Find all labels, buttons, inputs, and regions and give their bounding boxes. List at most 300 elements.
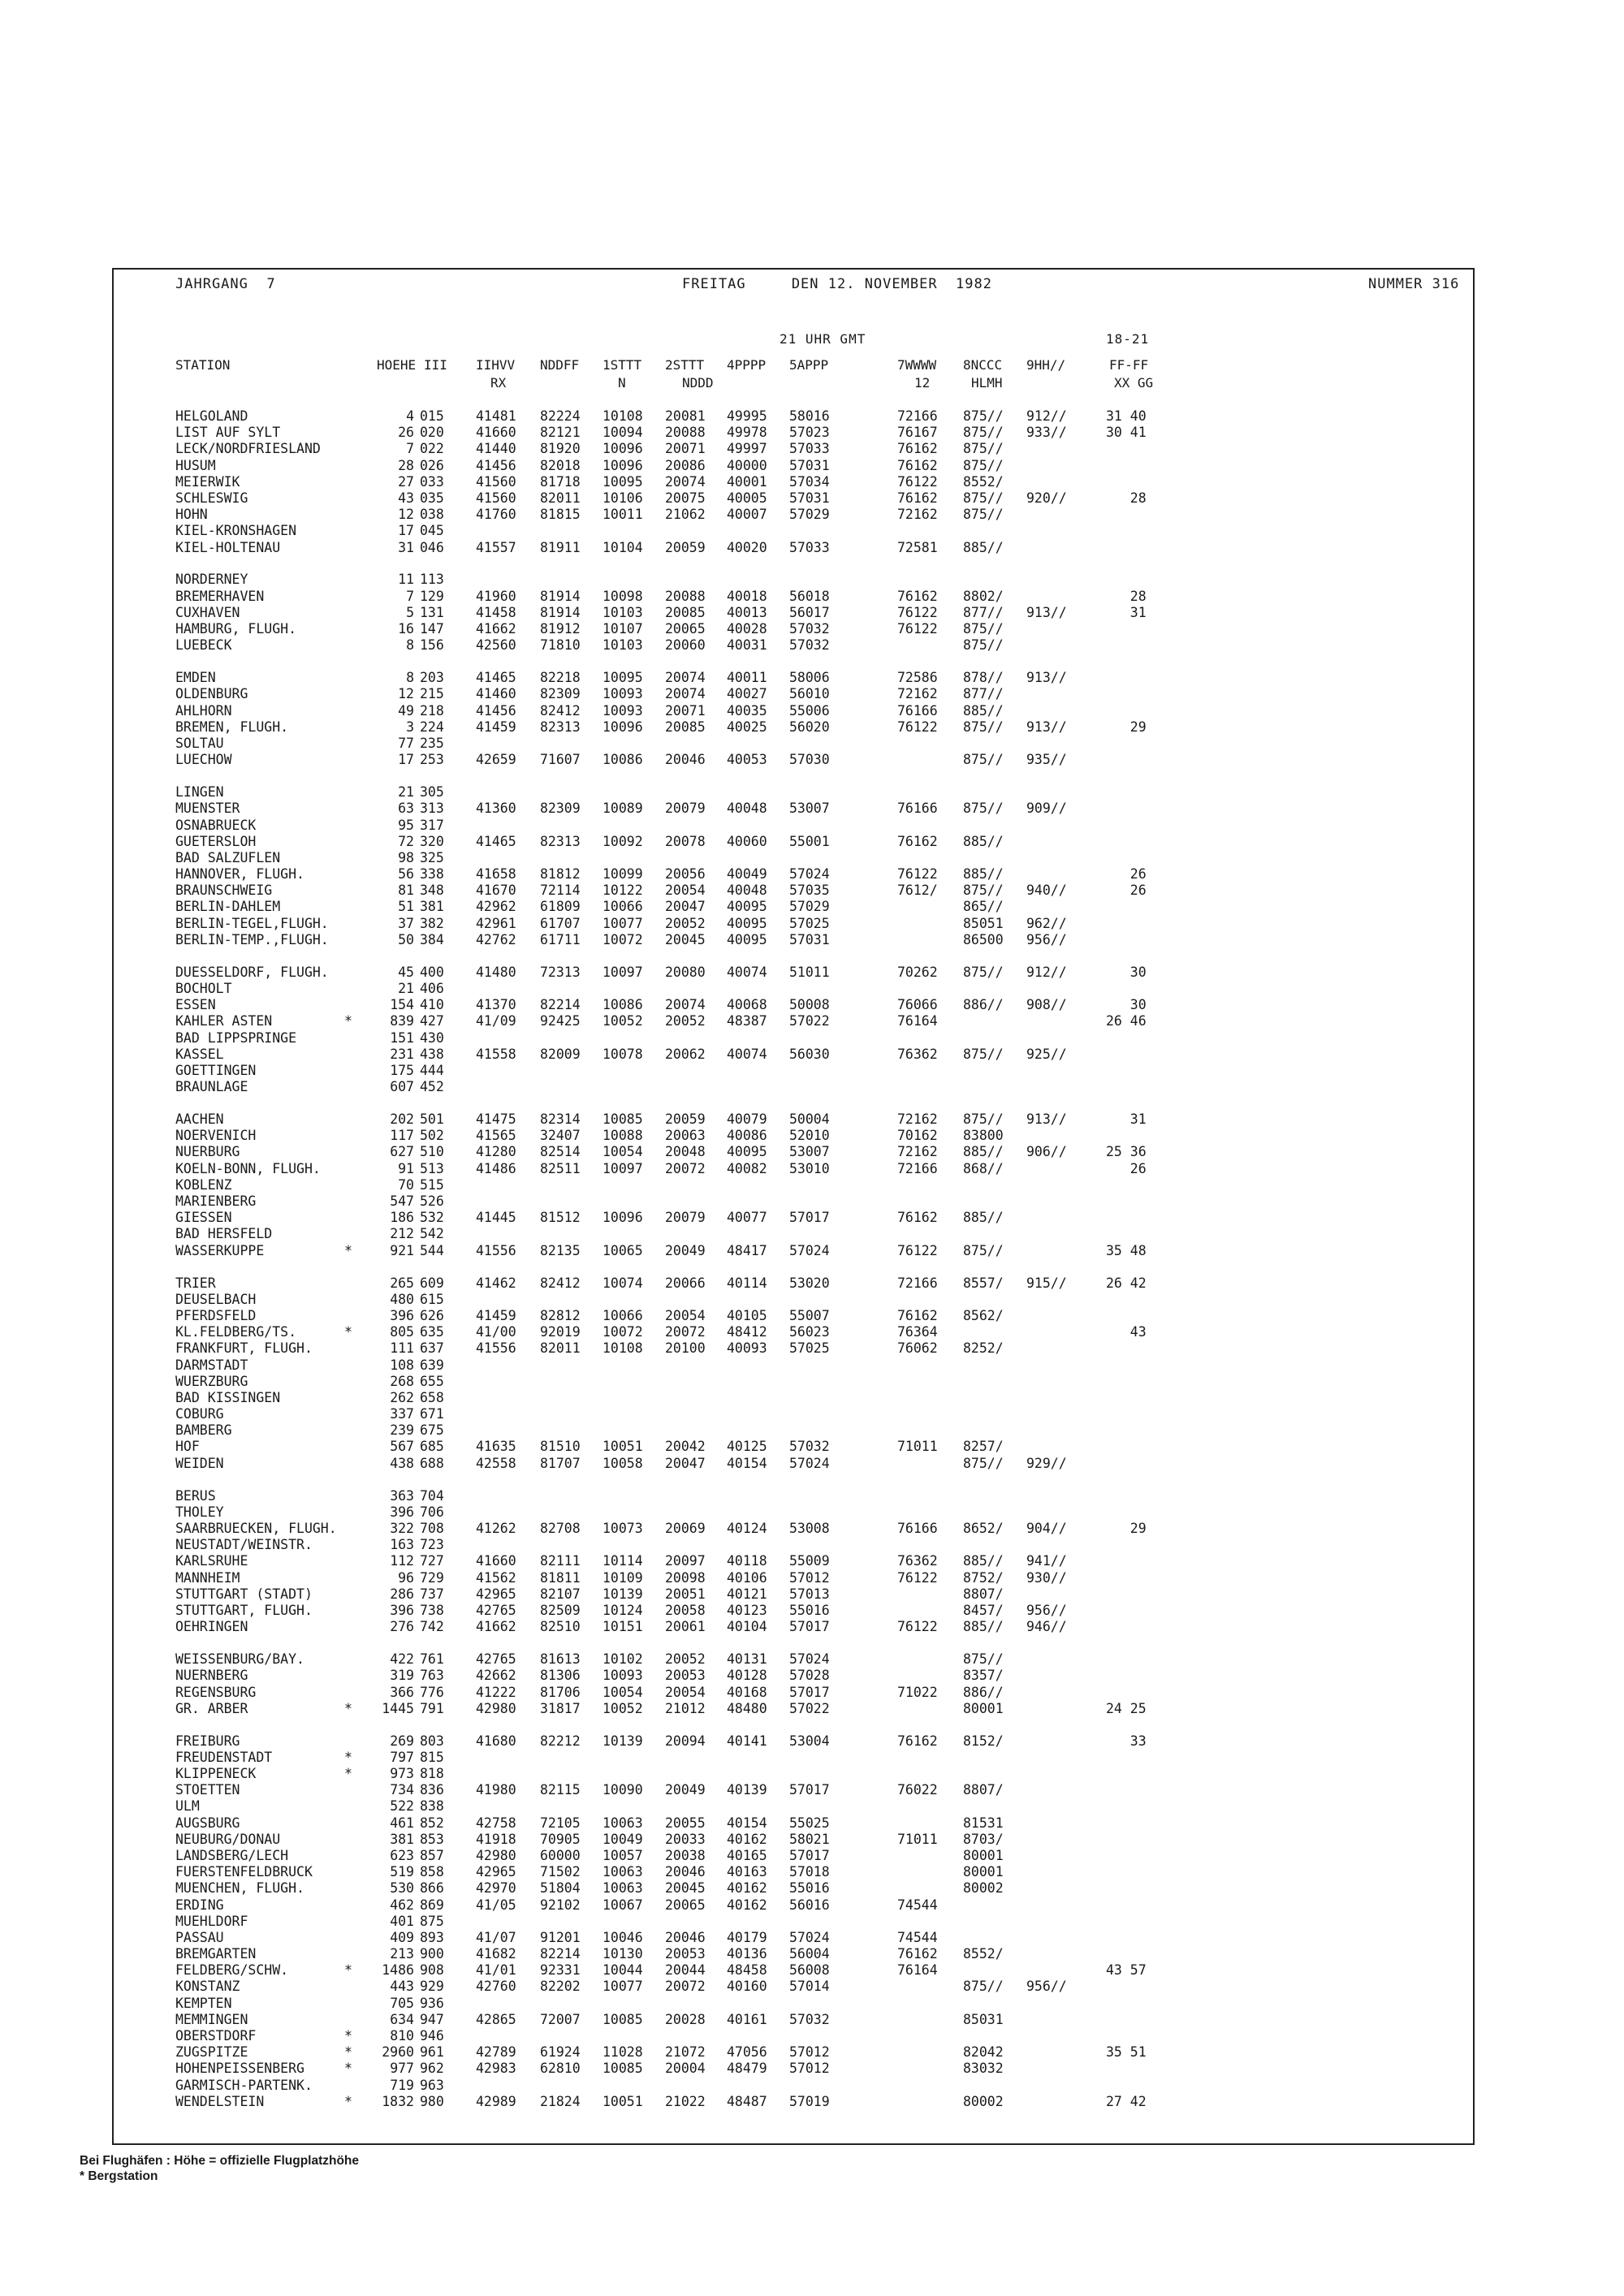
group-5appp: 57035 [789, 883, 830, 899]
iihvv-group: 41360 [476, 801, 516, 817]
iihvv-group: 41662 [476, 1619, 516, 1635]
table-row [175, 1897, 1442, 1914]
table-row [175, 572, 1442, 588]
iihvv-group: 41459 [476, 1307, 516, 1323]
nddff-group: 82011 [540, 1340, 581, 1357]
group-9hh: 956// [1026, 1979, 1067, 1995]
nddff-group: 81510 [540, 1439, 581, 1455]
wind-gusts: 28 [1106, 588, 1147, 604]
group-5appp: 57029 [789, 899, 830, 915]
iihvv-group: 41662 [476, 621, 516, 637]
group-2sttt: 21072 [665, 2044, 706, 2061]
nddff-group: 92102 [540, 1897, 581, 1913]
station-number: 818 [420, 1766, 444, 1782]
table-row [175, 1996, 1442, 2012]
col-2sttt: 2STTT [665, 357, 705, 373]
group-9hh: 913// [1026, 670, 1067, 686]
station-name: KL.FELDBERG/TS. [175, 1324, 297, 1340]
group-5appp: 56030 [789, 1046, 830, 1062]
station-name: FREIBURG [175, 1733, 240, 1749]
group-8nccc: 8257/ [963, 1439, 1004, 1455]
height: 839 [390, 1013, 414, 1029]
station-name: DUESSELDORF, FLUGH. [175, 964, 329, 980]
height: 26 [398, 425, 414, 441]
group-9hh: 946// [1026, 1619, 1067, 1635]
group-1sttt: 10078 [603, 1046, 643, 1062]
group-1sttt: 10103 [603, 604, 643, 620]
group-7wwww: 7612/ [897, 883, 938, 899]
station-group [175, 408, 1442, 556]
station-name: CUXHAVEN [175, 604, 240, 620]
nddff-group: 82121 [540, 425, 581, 441]
height: 286 [390, 1586, 414, 1602]
height: 186 [390, 1210, 414, 1226]
height: 56 [398, 866, 414, 883]
wind-gusts: 26 46 [1106, 1013, 1147, 1029]
table-row [175, 441, 1442, 457]
group-5appp: 57029 [789, 507, 830, 523]
station-number: 671 [420, 1406, 444, 1422]
group-8nccc: 8457/ [963, 1602, 1004, 1618]
station-name: BAD LIPPSPRINGE [175, 1029, 297, 1046]
group-9hh: 940// [1026, 883, 1067, 899]
group-2sttt: 20069 [665, 1521, 706, 1537]
station-name: ULM [175, 1798, 200, 1815]
table-row [175, 1374, 1442, 1390]
station-name: BREMEN, FLUGH. [175, 719, 289, 735]
height: 212 [390, 1226, 414, 1242]
group-1sttt: 10108 [603, 408, 643, 424]
group-4pppp: 40068 [727, 997, 767, 1013]
table-row [175, 589, 1442, 605]
group-2sttt: 20047 [665, 899, 706, 915]
nddff-group: 82111 [540, 1553, 581, 1569]
height: 319 [390, 1668, 414, 1684]
group-4pppp: 40095 [727, 1144, 767, 1160]
group-8nccc: 865// [963, 899, 1004, 915]
height: 719 [390, 2077, 414, 2093]
nddff-group: 81718 [540, 473, 581, 490]
group-5appp: 57024 [789, 1651, 830, 1668]
table-row [175, 425, 1442, 441]
mountain-marker: * [344, 2061, 352, 2077]
station-name: BOCHOLT [175, 981, 232, 996]
group-1sttt: 10109 [603, 1569, 643, 1586]
wind-gusts: 28 [1106, 490, 1147, 506]
station-number: 980 [420, 2093, 444, 2109]
station-number: 113 [420, 572, 444, 588]
group-2sttt: 20078 [665, 833, 706, 849]
group-4pppp: 40160 [727, 1979, 767, 1995]
nddff-group: 92019 [540, 1324, 581, 1340]
nddff-group: 61707 [540, 915, 581, 931]
group-5appp: 53010 [789, 1160, 830, 1176]
height: 81 [398, 883, 414, 899]
height: 530 [390, 1880, 414, 1897]
group-1sttt: 10098 [603, 588, 643, 604]
height: 70 [398, 1176, 414, 1193]
station-number: 020 [420, 425, 444, 441]
height: 1832 [382, 2093, 414, 2109]
station-name: PFERDSFELD [175, 1307, 257, 1323]
station-number: 929 [420, 1979, 444, 1995]
group-1sttt: 10011 [603, 507, 643, 523]
height: 396 [390, 1602, 414, 1618]
group-7wwww: 76162 [897, 1946, 938, 1962]
group-4pppp: 40179 [727, 1929, 767, 1945]
group-4pppp: 40162 [727, 1897, 767, 1913]
table-row [175, 1144, 1442, 1160]
iihvv-group: 41560 [476, 473, 516, 490]
nddff-group: 70905 [540, 1831, 581, 1847]
table-row [175, 932, 1442, 948]
group-1sttt: 10058 [603, 1455, 643, 1471]
nddff-group: 92425 [540, 1013, 581, 1029]
height: 567 [390, 1439, 414, 1455]
group-1sttt: 10074 [603, 1275, 643, 1291]
height: 111 [390, 1340, 414, 1357]
station-name: EMDEN [175, 670, 216, 686]
group-4pppp: 40121 [727, 1586, 767, 1602]
group-2sttt: 20045 [665, 1880, 706, 1897]
wind-gusts: 31 40 [1106, 408, 1147, 424]
group-8nccc: 875// [963, 1111, 1004, 1128]
group-4pppp: 40031 [727, 637, 767, 654]
station-number: 325 [420, 849, 444, 865]
group-1sttt: 10096 [603, 1210, 643, 1226]
mountain-marker: * [344, 1700, 352, 1716]
station-number: 430 [420, 1029, 444, 1046]
height: 231 [390, 1046, 414, 1062]
group-8nccc: 8562/ [963, 1307, 1004, 1323]
group-4pppp: 40123 [727, 1602, 767, 1618]
table-row [175, 1177, 1442, 1193]
station-name: KONSTANZ [175, 1979, 240, 1995]
station-number: 609 [420, 1275, 444, 1291]
group-4pppp: 40136 [727, 1946, 767, 1962]
group-9hh: 956// [1026, 1602, 1067, 1618]
group-4pppp: 40125 [727, 1439, 767, 1455]
station-number: 639 [420, 1357, 444, 1373]
nddff-group: 71810 [540, 637, 581, 654]
station-number: 658 [420, 1389, 444, 1405]
group-7wwww: 76166 [897, 1521, 938, 1537]
station-number: 022 [420, 441, 444, 457]
group-4pppp: 40000 [727, 457, 767, 473]
wind-gusts: 30 [1106, 964, 1147, 980]
iihvv-group: 41465 [476, 833, 516, 849]
group-7wwww: 76122 [897, 1619, 938, 1635]
station-number: 305 [420, 784, 444, 801]
table-row [175, 1210, 1442, 1226]
station-name: NORDERNEY [175, 572, 248, 588]
station-number: 961 [420, 2044, 444, 2061]
station-name: KIEL-KRONSHAGEN [175, 523, 297, 539]
group-4pppp: 48479 [727, 2061, 767, 2077]
group-9hh: 912// [1026, 408, 1067, 424]
group-7wwww: 76362 [897, 1553, 938, 1569]
group-2sttt: 20004 [665, 2061, 706, 2077]
mountain-marker: * [344, 2093, 352, 2109]
group-5appp: 57024 [789, 866, 830, 883]
group-8nccc: 8557/ [963, 1275, 1004, 1291]
iihvv-group: 41458 [476, 604, 516, 620]
group-7wwww: 76162 [897, 588, 938, 604]
group-4pppp: 40165 [727, 1847, 767, 1863]
column-headers [175, 357, 1442, 393]
station-group [175, 965, 1442, 1096]
iihvv-group: 41481 [476, 408, 516, 424]
group-4pppp: 40141 [727, 1733, 767, 1749]
group-7wwww: 76162 [897, 490, 938, 506]
group-8nccc: 885// [963, 1619, 1004, 1635]
nddff-group: 81306 [540, 1668, 581, 1684]
iihvv-group: 41760 [476, 507, 516, 523]
height: 422 [390, 1651, 414, 1668]
station-number: 348 [420, 883, 444, 899]
group-1sttt: 10051 [603, 2093, 643, 2109]
station-name: BRAUNLAGE [175, 1079, 248, 1095]
nddff-group: 72114 [540, 883, 581, 899]
group-4pppp: 40104 [727, 1619, 767, 1635]
station-name: DEUSELBACH [175, 1291, 257, 1307]
group-8nccc: 885// [963, 539, 1004, 555]
station-number: 253 [420, 752, 444, 768]
mountain-marker: * [344, 2028, 352, 2044]
wind-gusts: 26 [1106, 883, 1147, 899]
nddff-group: 21824 [540, 2093, 581, 2109]
station-number: 033 [420, 473, 444, 490]
height: 151 [390, 1029, 414, 1046]
group-2sttt: 20055 [665, 1815, 706, 1831]
height: 797 [390, 1749, 414, 1765]
station-name: GARMISCH-PARTENK. [175, 2077, 313, 2093]
station-group [175, 670, 1442, 768]
group-1sttt: 10108 [603, 1340, 643, 1357]
group-4pppp: 40007 [727, 507, 767, 523]
group-7wwww: 76167 [897, 425, 938, 441]
group-9hh: 935// [1026, 752, 1067, 768]
group-1sttt: 10092 [603, 833, 643, 849]
volume-label: JAHRGANG 7 [175, 276, 276, 292]
group-2sttt: 20053 [665, 1668, 706, 1684]
station-name: HOHN [175, 507, 208, 523]
station-number: 738 [420, 1602, 444, 1618]
group-9hh: 920// [1026, 490, 1067, 506]
group-2sttt: 20074 [665, 670, 706, 686]
table-row [175, 1766, 1442, 1782]
group-1sttt: 10066 [603, 1307, 643, 1323]
group-4pppp: 40074 [727, 964, 767, 980]
wind-gusts: 43 57 [1106, 1962, 1147, 1979]
iihvv-group: 41562 [476, 1569, 516, 1586]
station-group [175, 784, 1442, 948]
station-name: BERUS [175, 1487, 216, 1504]
station-number: 727 [420, 1553, 444, 1569]
group-4pppp: 40114 [727, 1275, 767, 1291]
iihvv-group: 41456 [476, 702, 516, 719]
height: 63 [398, 801, 414, 817]
group-4pppp: 40020 [727, 539, 767, 555]
iihvv-group: 41557 [476, 539, 516, 555]
table-row [175, 2028, 1442, 2044]
nddff-group: 82018 [540, 457, 581, 473]
group-7wwww: 76062 [897, 1340, 938, 1357]
nddff-group: 82314 [540, 1111, 581, 1128]
group-7wwww: 76162 [897, 457, 938, 473]
group-1sttt: 10085 [603, 1111, 643, 1128]
group-2sttt: 20079 [665, 801, 706, 817]
group-1sttt: 10077 [603, 915, 643, 931]
nddff-group: 81920 [540, 441, 581, 457]
group-4pppp: 40048 [727, 801, 767, 817]
group-1sttt: 10096 [603, 719, 643, 735]
height: 163 [390, 1537, 414, 1553]
iihvv-group: 42762 [476, 931, 516, 947]
group-2sttt: 20033 [665, 1831, 706, 1847]
station-name: OLDENBURG [175, 686, 248, 702]
group-5appp: 57017 [789, 1684, 830, 1700]
group-7wwww: 74544 [897, 1929, 938, 1945]
station-name: FELDBERG/SCHW. [175, 1962, 289, 1979]
iihvv-group: 41462 [476, 1275, 516, 1291]
group-7wwww: 71011 [897, 1439, 938, 1455]
station-number: 685 [420, 1439, 444, 1455]
col-iihvv: IIHVV [476, 357, 516, 373]
group-2sttt: 20046 [665, 1929, 706, 1945]
group-5appp: 57031 [789, 457, 830, 473]
group-2sttt: 20097 [665, 1553, 706, 1569]
station-number: 224 [420, 719, 444, 735]
wind-gusts: 24 25 [1106, 1700, 1147, 1716]
group-5appp: 57017 [789, 1847, 830, 1863]
group-8nccc: 885// [963, 702, 1004, 719]
group-2sttt: 20045 [665, 931, 706, 947]
station-number: 852 [420, 1815, 444, 1831]
group-1sttt: 10066 [603, 899, 643, 915]
wind-gusts: 27 42 [1106, 2093, 1147, 2109]
station-name: AACHEN [175, 1111, 224, 1128]
group-7wwww: 70162 [897, 1128, 938, 1144]
height: 262 [390, 1389, 414, 1405]
station-number: 875 [420, 1913, 444, 1929]
group-1sttt: 10097 [603, 964, 643, 980]
station-name: FREUDENSTADT [175, 1749, 273, 1765]
group-2sttt: 20094 [665, 1733, 706, 1749]
group-5appp: 57031 [789, 931, 830, 947]
group-8nccc: 877// [963, 686, 1004, 702]
station-number: 338 [420, 866, 444, 883]
group-7wwww: 76162 [897, 1210, 938, 1226]
nddff-group: 51804 [540, 1880, 581, 1897]
station-number: 542 [420, 1226, 444, 1242]
nddff-group: 81815 [540, 507, 581, 523]
table-row [175, 1030, 1442, 1047]
table-row [175, 408, 1442, 425]
group-7wwww: 76162 [897, 1307, 938, 1323]
iihvv-group: 41456 [476, 457, 516, 473]
nddff-group: 61809 [540, 899, 581, 915]
station-number: 313 [420, 801, 444, 817]
station-name: SAARBRUECKEN, FLUGH. [175, 1521, 337, 1537]
group-5appp: 57022 [789, 1013, 830, 1029]
iihvv-group: 42980 [476, 1847, 516, 1863]
table-row [175, 1537, 1442, 1553]
group-1sttt: 10077 [603, 1979, 643, 1995]
group-2sttt: 20054 [665, 1307, 706, 1323]
group-8nccc: 80001 [963, 1864, 1004, 1880]
group-5appp: 57023 [789, 425, 830, 441]
height: 409 [390, 1929, 414, 1945]
iihvv-group: 41558 [476, 1046, 516, 1062]
col-1sttt: 1STTT [603, 357, 642, 373]
station-number: 129 [420, 588, 444, 604]
table-row [175, 1439, 1442, 1455]
table-row [175, 883, 1442, 899]
table-row [175, 1226, 1442, 1242]
station-name: HUSUM [175, 457, 216, 473]
footnote-mountain-station: * Bergstation [80, 2169, 158, 2183]
height: 51 [398, 899, 414, 915]
height: 21 [398, 784, 414, 801]
height: 607 [390, 1079, 414, 1095]
group-8nccc: 885// [963, 1210, 1004, 1226]
group-5appp: 57017 [789, 1782, 830, 1798]
height: 37 [398, 915, 414, 931]
group-1sttt: 10093 [603, 686, 643, 702]
table-row [175, 1930, 1442, 1946]
group-2sttt: 20046 [665, 752, 706, 768]
group-2sttt: 20072 [665, 1979, 706, 1995]
group-2sttt: 20065 [665, 1897, 706, 1913]
group-8nccc: 885// [963, 1144, 1004, 1160]
table-row [175, 1422, 1442, 1439]
table-row [175, 540, 1442, 556]
group-1sttt: 10089 [603, 801, 643, 817]
station-group [175, 572, 1442, 654]
group-1sttt: 10052 [603, 1013, 643, 1029]
nddff-group: 81811 [540, 1569, 581, 1586]
station-name: TRIER [175, 1275, 216, 1291]
table-row [175, 1013, 1442, 1029]
iihvv-group: 41635 [476, 1439, 516, 1455]
group-8nccc: 875// [963, 1046, 1004, 1062]
station-name: ERDING [175, 1897, 224, 1913]
group-8nccc: 82042 [963, 2044, 1004, 2061]
group-4pppp: 48480 [727, 1700, 767, 1716]
group-1sttt: 10057 [603, 1847, 643, 1863]
station-number: 635 [420, 1324, 444, 1340]
group-8nccc: 81531 [963, 1815, 1004, 1831]
group-1sttt: 10072 [603, 931, 643, 947]
iihvv-group: 41660 [476, 425, 516, 441]
group-5appp: 50004 [789, 1111, 830, 1128]
nddff-group: 82224 [540, 408, 581, 424]
group-8nccc: 878// [963, 670, 1004, 686]
iihvv-group: 42662 [476, 1668, 516, 1684]
table-row [175, 605, 1442, 621]
group-8nccc: 875// [963, 1979, 1004, 1995]
wind-gusts: 35 51 [1106, 2044, 1147, 2061]
group-1sttt: 10093 [603, 702, 643, 719]
height: 16 [398, 621, 414, 637]
nddff-group: 31817 [540, 1700, 581, 1716]
height: 269 [390, 1733, 414, 1749]
station-number: 675 [420, 1422, 444, 1439]
group-5appp: 56017 [789, 604, 830, 620]
group-1sttt: 10065 [603, 1242, 643, 1258]
group-7wwww: 76362 [897, 1046, 938, 1062]
